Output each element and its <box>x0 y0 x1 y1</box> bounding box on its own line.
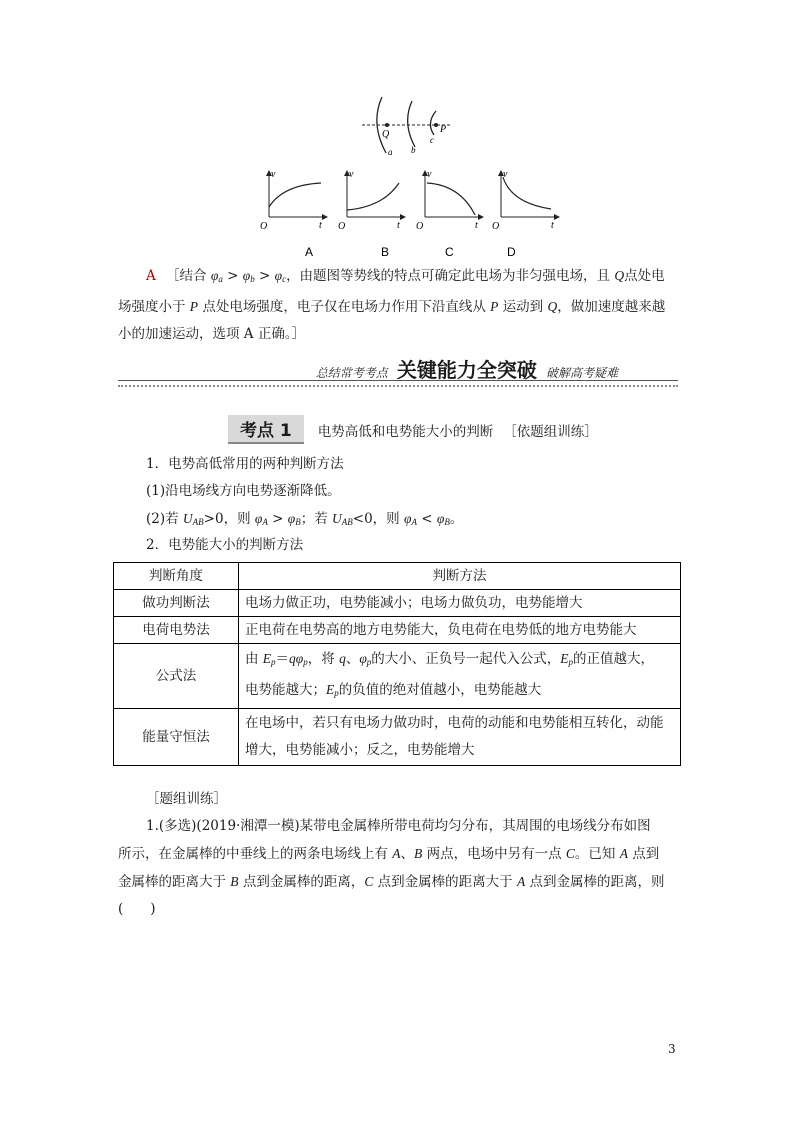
question-line-2: 所示，在金属棒的中垂线上的两条电场线上有 A、B 两点，电场中另有一点 C。已知 A 点到 <box>118 846 660 862</box>
table-header-angle: 判断角度 <box>114 563 239 590</box>
point-Q <box>385 123 389 127</box>
label-a: a <box>388 147 393 157</box>
table-cell-method: 正电荷在电势高的地方电势能大，负电荷在电势低的地方电势能大 <box>239 617 681 644</box>
axis-t-B: t <box>397 220 400 231</box>
label-Q: Q <box>382 129 390 140</box>
option-label-B: B <box>381 245 390 259</box>
option-label-C: C <box>445 245 454 259</box>
exercise-question-1 <box>118 813 684 923</box>
answer-line-1: A ［结合 $\varphi_a > \varphi_b > \varphi_c$，由题图等势线的特点可确定此电场为非匀强电场，且 Q点处电 <box>146 268 665 284</box>
section-badge: 考点 1 <box>228 415 304 444</box>
question-line-3: 金属棒的距离大于 B 点到金属棒的距离，C 点到金属棒的距离大于 A 点到金属棒的距离，则 <box>118 874 665 890</box>
table-cell-angle: 公式法 <box>114 644 239 709</box>
section-title: 电势高低和电势能大小的判断 <box>317 423 494 440</box>
potential-energy-table <box>113 562 681 766</box>
section-tag: ［依题组训练］ <box>503 423 598 440</box>
origin-C: O <box>416 221 424 232</box>
curve-C <box>427 183 475 215</box>
origin-D: O <box>492 221 500 232</box>
exercise-tag: ［题组训练］ <box>146 791 227 807</box>
label-c: c <box>430 135 434 145</box>
curve-D <box>503 177 551 209</box>
question-line-1: 1.(多选)(2019·湘潭一模)某带电金属棒所带电荷均匀分布，其周围的电场线分布如图 <box>146 818 651 834</box>
answer-line-2: 场强度小于 P 点处电场强度，电子仅在电场力作用下沿直线从 P 运动到 Q，做加速度越来越 <box>118 299 666 315</box>
graph-C <box>416 169 483 232</box>
table-cell-formula: 由 $E_p=q\varphi_p$，将 q、$\varphi_p$的大小、正负号一起代入公式，$E_p$的正值越大， 电势能越大；$E_p$的负值的绝对值越小，电势能越大 <box>239 644 681 709</box>
answer-line-3: 小的加速运动，选项 A 正确。］ <box>118 326 306 342</box>
table-row <box>114 644 681 709</box>
graph-D <box>492 169 559 232</box>
method-1-item-1: (1)沿电场线方向电势逐渐降低。 <box>146 483 341 499</box>
origin-B: O <box>338 221 346 232</box>
section-banner <box>118 354 678 384</box>
page-number: 3 <box>668 1042 676 1056</box>
option-label-A: A <box>305 245 314 259</box>
table-row <box>114 709 681 766</box>
table-row <box>114 590 681 617</box>
axis-v-D: v <box>503 169 508 180</box>
method-heading-2: 2．电势能大小的判断方法 <box>146 537 304 553</box>
banner-rule <box>118 380 678 387</box>
axis-v-B: v <box>349 169 354 180</box>
banner-left: 总结常考考点 <box>315 366 388 380</box>
table-cell-method: 电场力做正功，电势能减小；电场力做负功，电势能增大 <box>239 590 681 617</box>
table-cell-angle: 做功判断法 <box>114 590 239 617</box>
origin-A: O <box>260 221 268 232</box>
curve-A <box>269 183 321 207</box>
graph-A <box>260 169 327 232</box>
answer-open: ［结合 <box>166 268 211 284</box>
table-header-row <box>114 563 681 590</box>
answer-explanation <box>118 262 686 348</box>
method-heading-1: 1．电势高低常用的两种判断方法 <box>146 456 344 472</box>
equipotential-line-b <box>408 101 415 147</box>
axis-v-C: v <box>427 169 432 180</box>
table-cell-method: 在电场中，若只有电场力做功时，电荷的动能和电势能相互转化，动能增大，电势能减小；反之，电势能增大 <box>239 709 681 766</box>
axis-t-A: t <box>319 220 322 231</box>
label-b: b <box>411 145 416 155</box>
graph-B <box>338 169 405 232</box>
banner-text-row <box>316 354 618 383</box>
section-heading <box>228 415 598 444</box>
axis-v-A: v <box>271 169 276 180</box>
axis-t-D: t <box>551 220 554 231</box>
table-cell-angle: 电荷电势法 <box>114 617 239 644</box>
method-1-item-2: (2)若 $U_{AB}>0$，则 $\varphi_A > \varphi_B$；若 $U_{AB}<0$，则 $\varphi_A < \varphi_B$。 <box>146 511 464 527</box>
point-P <box>434 123 438 127</box>
equipotential-figure <box>360 95 460 157</box>
table-header-method: 判断方法 <box>239 563 681 590</box>
banner-main: 关键能力全突破 <box>396 358 537 382</box>
banner-right: 破解高考疑难 <box>545 366 618 380</box>
option-label-D: D <box>507 245 516 259</box>
answer-blank[interactable]: ( ) <box>118 901 156 917</box>
curve-B <box>347 183 399 210</box>
table-row <box>114 617 681 644</box>
vt-graphs <box>255 165 565 265</box>
label-P: P <box>440 124 447 135</box>
axis-t-C: t <box>475 220 478 231</box>
equipotential-line-c <box>430 111 436 135</box>
answer-letter: A <box>146 268 156 284</box>
table-cell-angle: 能量守恒法 <box>114 709 239 766</box>
